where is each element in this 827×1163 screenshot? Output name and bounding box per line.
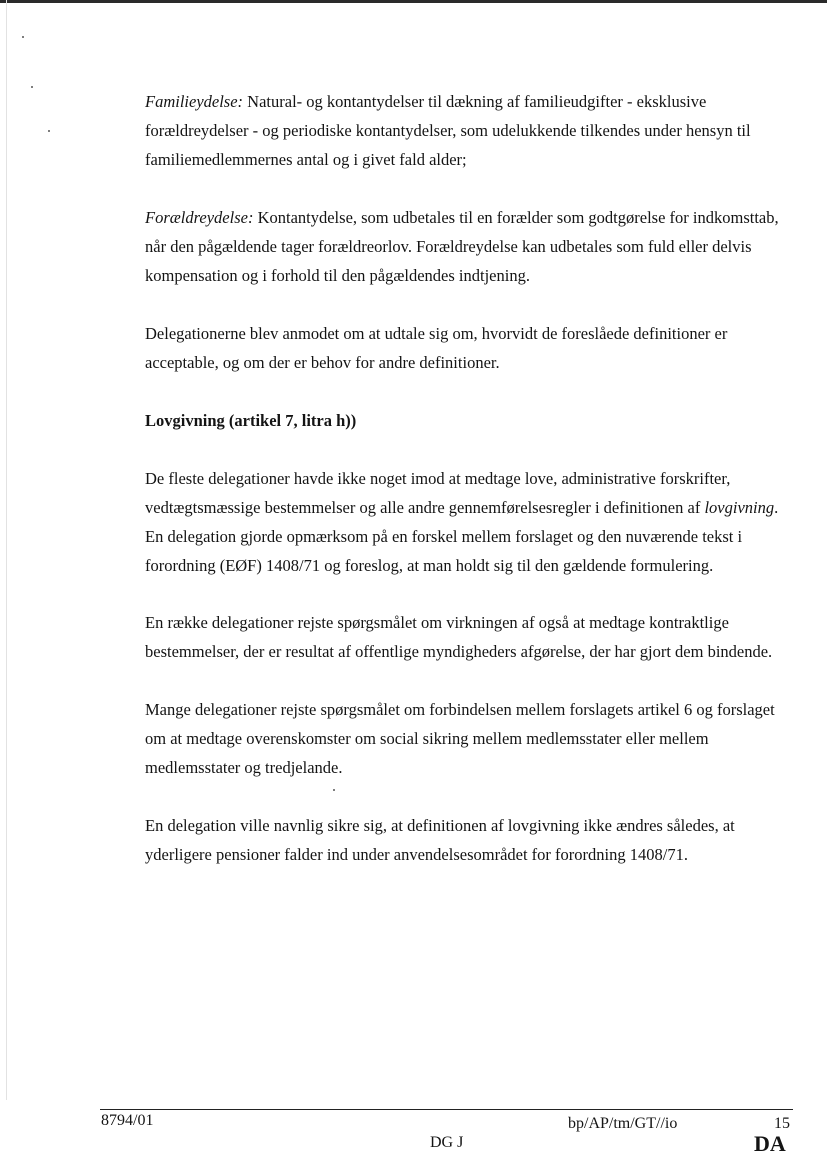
definition-foraeldreydelse xyxy=(145,203,785,290)
section-heading-lovgivning: Lovgivning (artikel 7, litra h)) xyxy=(145,411,357,430)
paragraph-article-6: Mange delegationer rejste spørgsmålet om forbindelsen mellem forslagets artikel 6 og forslaget om at medtage overenskomster om social sikring mellem medlemsstater eller mellem medlemsstater og tredjelande. xyxy=(145,700,775,777)
paragraph-pensions: En delegation ville navnlig sikre sig, at definitionen af lovgivning ikke ændres således, at yderligere pensioner falder ind under anvendelsesområdet for forordning 1408/71. xyxy=(145,816,735,864)
term-familieydelse: Familieydelse: xyxy=(145,92,244,111)
footer-rule xyxy=(100,1109,793,1110)
scan-speck xyxy=(22,36,24,38)
paragraph-lovgivning-definition xyxy=(145,464,785,580)
scan-speck xyxy=(31,86,33,88)
definition-familieydelse xyxy=(145,87,785,174)
footer-reference: bp/AP/tm/GT//io xyxy=(568,1115,678,1132)
scan-left-edge xyxy=(6,0,7,1100)
paragraph-delegation-request: Delegationerne blev anmodet om at udtale sig om, hvorvidt de foreslåede definitioner er acceptable, og om der er behov for andre definitioner. xyxy=(145,324,728,372)
definition-text: Kontantydelse, som udbetales til en forælder som godtgørelse for indkomsttab, når den pågældende tager forældreorlov. Forældreydelse kan udbetales som fuld eller delvis kompensation og i forhold til den pågældendes indtjening. xyxy=(145,208,779,285)
footer-doc-number: 8794/01 xyxy=(101,1112,154,1129)
scan-speck xyxy=(48,130,50,132)
footer-language-code: DA xyxy=(754,1131,786,1156)
paragraph-text: . En delegation gjorde opmærksom på en forskel mellem forslaget og den nuværende tekst i forordning (EØF) 1408/71 og foreslog, at man holdt sig til den gældende formulering. xyxy=(145,498,779,575)
definition-text: Natural- og kontantydelser til dækning af familieudgifter - eksklusive forældreydelser - og periodiske kontantydelser, som udelukkende tilkendes under hensyn til familiemedlemmernes antal og i givet fald alder; xyxy=(145,92,751,169)
paragraph-contractual-provisions: En række delegationer rejste spørgsmålet om virkningen af også at medtage kontraktlige bestemmelser, der er resultat af offentlige myndigheders afgørelse, der har gjort dem bindende. xyxy=(145,613,773,661)
term-lovgivning: lovgivning xyxy=(704,498,775,517)
term-foraeldreydelse: Forældreydelse: xyxy=(145,208,254,227)
footer-directorate: DG J xyxy=(430,1134,464,1151)
paragraph-text: De fleste delegationer havde ikke noget imod at medtage love, administrative forskrifter, vedtægtsmæssige bestemmelser og alle andre gennemførelsesregler i definitionen af xyxy=(145,469,731,517)
top-border-rule xyxy=(0,0,827,3)
footer-page-number: 15 xyxy=(774,1115,790,1132)
scan-speck xyxy=(333,789,335,791)
